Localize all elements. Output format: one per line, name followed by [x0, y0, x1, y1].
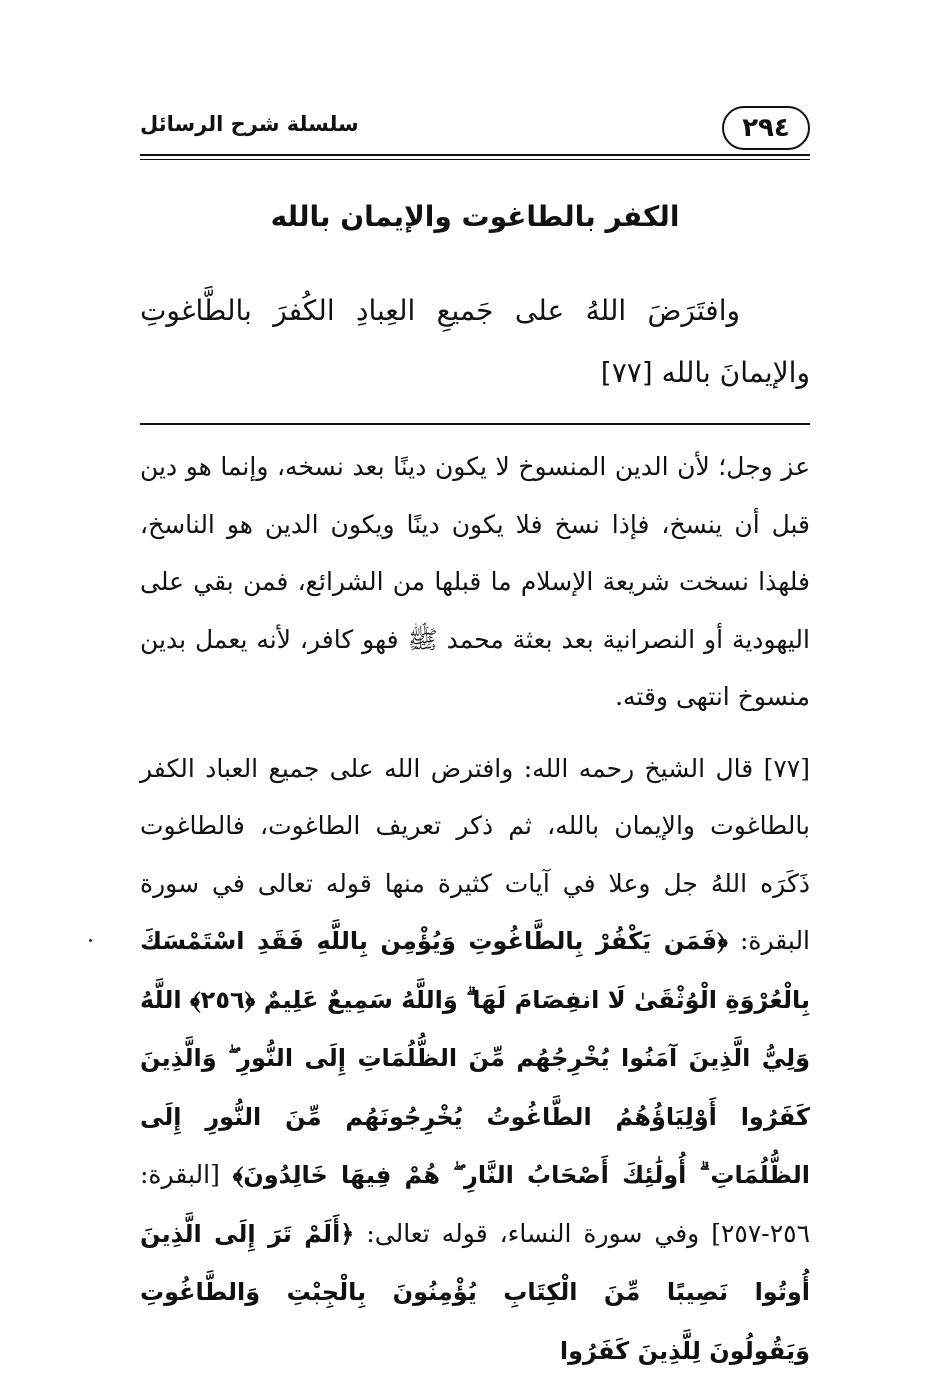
running-header: [140, 100, 810, 162]
citation-baqarah: [البقرة: ٢٥٦-٢٥٧]: [140, 1160, 810, 1248]
paragraph-2-intro: [٧٧] قال الشيخ رحمه الله: وافترض الله على جميع العباد الكفر بالطاغوت والإيمان بالله، ثم ذكر تعريف الطاغوت، فالطاغوت ذَكَرَه اللهُ جل وعلا في آيات كثيرة منها قوله تعالى في سورة البقرة:: [140, 754, 810, 956]
section-heading: الكفر بالطاغوت والإيمان بالله: [140, 200, 810, 233]
quran-verse-nisa: ﴿أَلَمْ تَرَ إِلَى الَّذِينَ أُوتُوا نَصِيبًا مِّنَ الْكِتَابِ يُؤْمِنُونَ بِالْجِبْتِ وَالطَّاغُوتِ وَيَقُولُونَ لِلَّذِينَ كَفَرُوا: [140, 1220, 810, 1365]
page-number-badge: ٢٩٤: [722, 106, 810, 150]
matn-text: وافتَرَضَ اللهُ على جَميعِ العِبادِ الكُفرَ بالطَّاغوتِ والإيمانَ بالله [٧٧]: [140, 280, 810, 404]
commentary-paragraph-1: عز وجل؛ لأن الدين المنسوخ لا يكون دينًا بعد نسخه، وإنما هو دين قبل أن ينسخ، فإذا نسخ فلا يكون دينًا ويكون الدين هو الناسخ، فلهذا نسخت شريعة الإسلام ما قبلها من الشرائع، فمن بقي على اليهودية أو النصرانية بعد بعثة محمد ﷺ فهو كافر، لأنه يعمل بدين منسوخ انتهى وقته.: [140, 438, 810, 726]
commentary-paragraph-2: [140, 740, 810, 1380]
matn-commentary-separator: [140, 423, 810, 425]
paragraph-2-continued: وفي سورة النساء، قوله تعالى:: [366, 1219, 699, 1248]
quran-verse-baqarah: ﴿فَمَن يَكْفُرْ بِالطَّاغُوتِ وَيُؤْمِن بِاللَّهِ فَقَدِ اسْتَمْسَكَ بِالْعُرْوَةِ الْوُثْقَىٰ لَا انفِصَامَ لَهَا ۗ وَاللَّهُ سَمِيعٌ عَلِيمٌ ﴿٢٥٦﴾ اللَّهُ وَلِيُّ الَّذِينَ آمَنُوا يُخْرِجُهُم مِّنَ الظُّلُمَاتِ إِلَى النُّورِ ۖ وَالَّذِينَ كَفَرُوا أَوْلِيَاؤُهُمُ الطَّاغُوتُ يُخْرِجُونَهُم مِّنَ النُّورِ إِلَى الظُّلُمَاتِ ۗ أُولَٰئِكَ أَصْحَابُ النَّارِ ۖ هُمْ فِيهَا خَالِدُونَ﴾: [140, 927, 810, 1189]
header-rule: [140, 154, 810, 156]
series-title: سلسلة شرح الرسائل: [140, 112, 359, 136]
scan-speck: [89, 939, 92, 942]
commentary: [140, 438, 810, 1380]
header-rule-thin: [140, 159, 810, 160]
